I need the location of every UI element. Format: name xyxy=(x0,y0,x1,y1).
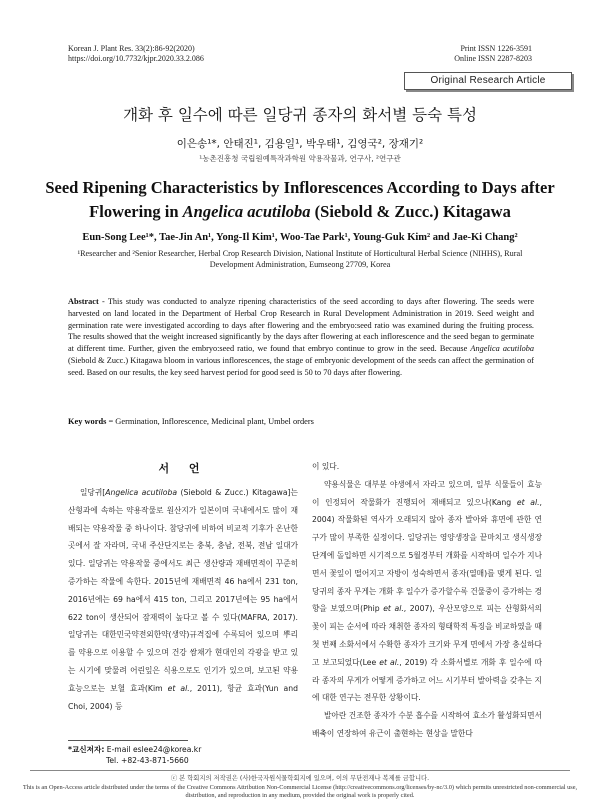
correspondence-email[interactable]: E-mail eslee24@korea.kr xyxy=(104,745,202,754)
left-p1-end: , 2011), 항균 효과(Yun and Choi, 2004) 등 xyxy=(68,683,298,711)
english-authors: Eun-Song Lee¹*, Tae-Jin An¹, Yong-Il Kim¹, Woo-Tae Park¹, Young-Guk Kim² and Jae-Ki Chang² xyxy=(82,232,518,243)
left-p1-etal: et al. xyxy=(167,683,190,693)
doi-link[interactable]: https://doi.org/10.7732/kjpr.2020.33.2.086 xyxy=(68,54,204,63)
left-paragraph-1 xyxy=(68,484,298,715)
english-title-part1: Seed Ripening Characteristics by Inflorescences According to Days after Flowering in xyxy=(45,178,555,221)
correspondence-email-line xyxy=(68,744,201,755)
license-notice: This is an Open-Access article distributed under the terms of the Creative Commons Attribution Non-Commercial License (http://creativecommons.org/licenses/by-nc/3.0) which permits unrestricted non-commercial use, distribution, and reproduction in any medium, provided the original work is properly cited. xyxy=(22,784,578,799)
left-p1-species: Angelica acutiloba xyxy=(105,488,178,497)
korean-authors: 이은송¹*, 안태진¹, 김용일¹, 박우태¹, 김영국², 장재기² xyxy=(176,138,424,150)
abstract-text-1: - This study was conducted to analyze ripening characteristics of the seed according to days after flowering. The seeds were harvested on land located in the Department of Herbal Crop Research in Rural Development Administration in 2019. Seed weight and germination rate were investigated according to days after flowering and the embryo:seed ratio was examined during the fruiting process. The results showed that the weight increased significantly by the days after flowering at each inflorescence and the seed began to germinate at different time. Further, given the embryo:seed ratio, we found that embryo continue to grow in the seed. Because xyxy=(68,297,534,354)
right-paragraph-0: 이 있다. xyxy=(312,462,340,471)
left-p1-lead: 일당귀[ xyxy=(80,488,106,497)
right-p1-etal3: et al. xyxy=(379,657,400,667)
right-p1-part4: , 2019) 각 소화서별로 개화 후 일수에 따라 종자의 무게가 어떻게 증가하고 어느 시기부터 발아력을 갖추는 지에 대한 연구는 전무한 상황이다. xyxy=(312,657,542,703)
correspondence-tel: Tel. +82-43-871-5660 xyxy=(106,756,189,765)
right-paragraph-1 xyxy=(312,476,542,707)
keywords-label: Key words xyxy=(68,417,107,426)
left-column xyxy=(68,484,298,715)
copyright-notice: ⓒ 본 학회지의 저작권은 (사)한국자원식물학회지에 있으며, 이의 무단전재나 복제를 금합니다. xyxy=(170,775,430,782)
abstract-label: Abstract xyxy=(68,297,99,306)
right-p1-part2: , 2004) 작물화된 역사가 오래되지 않아 종자 발아와 휴면에 관한 연구가 많이 부족한 실정이다. 일당귀는 영양생장을 끝마치고 생식생장 단계에 돌입하면 시기적으로 5월경부터 개화를 시작하며 일수가 지나면서 꽃잎이 떨어지고 자방이 성숙하면서 종자(열매)를 맺게 된다. 일당귀의 종자 무게는 개화 후 일수가 증가할수록 건물중이 증가하는 경향을 보였으며(Phip xyxy=(312,497,542,614)
right-p1-part3: , 2007), 우산모양으로 피는 산형화서의 꽃이 피는 순서에 따라 채취한 종자의 형태학적 특징을 비교하였을 때 첫 번째 소화서에서 수확한 종자가 크기와 무게 면에서 가장 충실하다고 보고되었다(Lee xyxy=(312,604,543,667)
right-paragraph-2: 발아란 건조한 종자가 수분 흡수를 시작하여 효소가 활성화되면서 배축이 연장하여 유근이 출현하는 현상을 말한다 xyxy=(312,711,542,738)
right-p1-etal2: et al. xyxy=(383,604,404,614)
korean-affiliation: ¹농촌진흥청 국립원예특작과학원 약용작물과, 연구사, ²연구관 xyxy=(199,154,401,163)
footer-divider xyxy=(30,770,570,771)
right-column xyxy=(312,458,542,743)
correspondence xyxy=(68,744,201,766)
english-affiliation: ¹Researcher and ²Senior Researcher, Herbal Crop Research Division, National Institute of Horticultural Herbal Science (NIHHS), Rural Development Administration, Eumseong 27709, Korea xyxy=(77,249,523,269)
keywords xyxy=(68,416,534,427)
right-p1-part1: 약용식물은 대부분 야생에서 자라고 있으며, 일부 식물들이 효능이 인정되어 작물화가 진행되어 재배되고 있으나(Kang xyxy=(312,479,542,507)
right-p1-etal1: et al. xyxy=(516,497,540,507)
english-title-species: Angelica acutiloba xyxy=(182,202,311,221)
abstract-species: Angelica acutiloba xyxy=(470,344,534,354)
issn-online: Online ISSN 2287-8203 xyxy=(454,54,532,63)
issn-info xyxy=(454,44,532,64)
correspondence-divider xyxy=(68,740,188,741)
issn-print: Print ISSN 1226-3591 xyxy=(460,44,532,53)
section-heading-introduction: 서 언 xyxy=(158,462,208,475)
abstract-text-2: (Siebold & Zucc.) Kitagawa bloom in various inflorescences, the stage of embryonic development of the seeds can affect the germination of seed. Based on our results, the key seed harvest period for good seed is 50 to 70 days after flowering. xyxy=(68,355,534,377)
journal-citation xyxy=(68,44,204,64)
korean-title: 개화 후 일수에 따른 일당귀 종자의 화서별 등숙 특성 xyxy=(123,106,477,124)
keywords-text: = Germination, Inflorescence, Medicinal plant, Umbel orders xyxy=(106,417,314,426)
journal-line-1: Korean J. Plant Res. 33(2):86-92(2020) xyxy=(68,44,195,53)
article-type-badge: Original Research Article xyxy=(404,72,572,90)
abstract xyxy=(68,296,534,379)
correspondence-label: *교신저자: xyxy=(68,745,105,754)
english-title-part2: (Siebold & Zucc.) Kitagawa xyxy=(310,202,511,221)
left-p1-rest: (Siebold & Zucc.) Kitagawa]는 산형과에 속하는 약용작물로 원산지가 일본이며 국내에서도 많이 재배되는 약용작물 중 하나이다. 참당귀에 비하여 비교적 기후가 온난한 곳에서 잘 자라며, 국내 주산단지로는 충북, 충남, 전북, 전남 일대가 있다. 일당귀는 약용작물 중에서도 최근 생산량과 재배면적이 꾸준히 증가하는 작물에 속한다. 2015년에 재배면적 46 ha에서 231 ton, 2016년에는 69 ha에서 415 ton, 그리고 2017년에는 95 ha에서 622 ton이 생산되어 잠재력이 높다고 볼 수 있다(MAFRA, 2017). 일당귀는 대한민국약전외한약(생약)규격집에 수록되어 있으며 뿌리를 약용으로 이용할 수 있으며 건강 쌈채가 현대인의 각광을 받고 있는 시기에 맞물려 어린잎은 식용으로도 인기가 있으며, 보고된 약용 효능으로는 보혈 효과(Kim xyxy=(68,488,298,693)
english-title xyxy=(20,176,580,224)
